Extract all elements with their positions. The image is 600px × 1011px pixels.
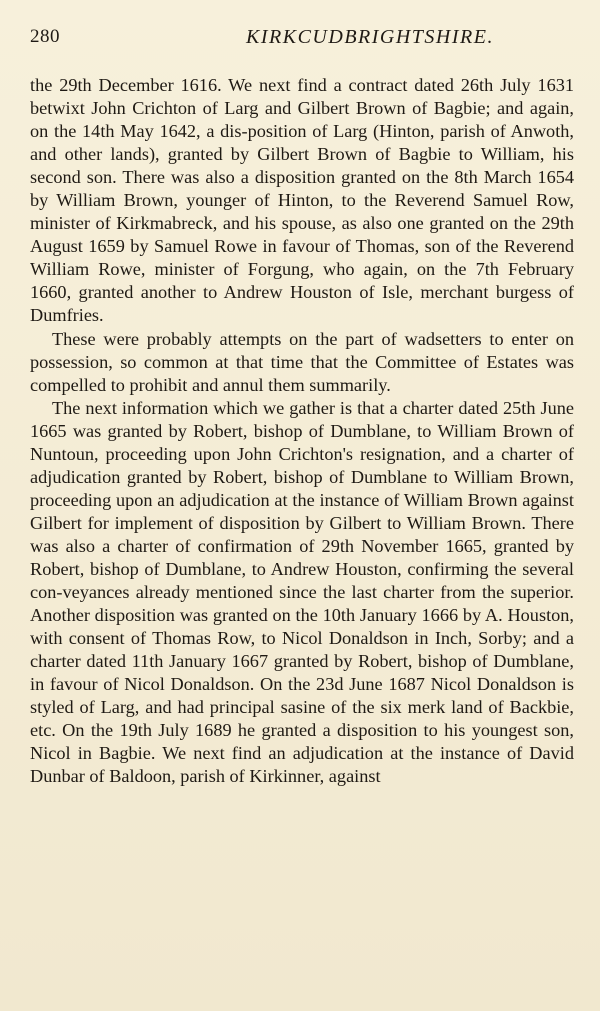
page-number: 280 bbox=[30, 26, 60, 47]
body-text bbox=[30, 74, 574, 788]
running-title: KIRKCUDBRIGHTSHIRE. bbox=[246, 26, 494, 48]
page-header bbox=[30, 26, 570, 54]
paragraph-continuation: the 29th December 1616. We next find a contract dated 26th July 1631 betwixt John Crichton of Larg and Gilbert Brown of Bagbie; and again, on the 14th May 1642, a dis-position of Larg (Hinton, parish of Anwoth, and other lands), granted by Gilbert Brown of Bagbie to William, his second son. There was also a disposition granted on the 8th March 1654 by William Brown, younger of Hinton, to the Reverend Samuel Row, minister of Kirkmabreck, and his spouse, as also one granted on the 29th August 1659 by Samuel Rowe in favour of Thomas, son of the Reverend William Rowe, minister of Forgung, who again, on the 7th February 1660, granted another to Andrew Houston of Isle, merchant burgess of Dumfries. bbox=[30, 75, 574, 326]
paragraph-charters: The next information which we gather is that a charter dated 25th June 1665 was granted by Robert, bishop of Dumblane, to William Brown of Nuntoun, proceeding upon John Crichton's resignation, and a charter of adjudication granted by Robert, bishop of Dumblane to William Brown, proceeding upon an adjudication at the instance of William Brown against Gilbert for implement of disposition by Gilbert to William Brown. There was also a charter of confirmation of 29th November 1665, granted by Robert, bishop of Dumblane, to Andrew Houston, confirming the several con-veyances already mentioned since the last charter from the superior. Another disposition was granted on the 10th January 1666 by A. Houston, with consent of Thomas Row, to Nicol Donaldson in Inch, Sorby; and a charter dated 11th January 1667 granted by Robert, bishop of Dumblane, in favour of Nicol Donaldson. On the 23d June 1687 Nicol Donaldson is styled of Larg, and had principal sasine of the six merk land of Backbie, etc. On the 19th July 1689 he granted a disposition to his youngest son, Nicol in Bagbie. We next find an adjudication at the instance of David Dunbar of Baldoon, parish of Kirkinner, against bbox=[30, 397, 574, 787]
paragraph-wadsetters: These were probably attempts on the part of wadsetters to enter on possession, so common at that time that the Committee of Estates was compelled to prohibit and annul them summarily. bbox=[30, 328, 574, 395]
